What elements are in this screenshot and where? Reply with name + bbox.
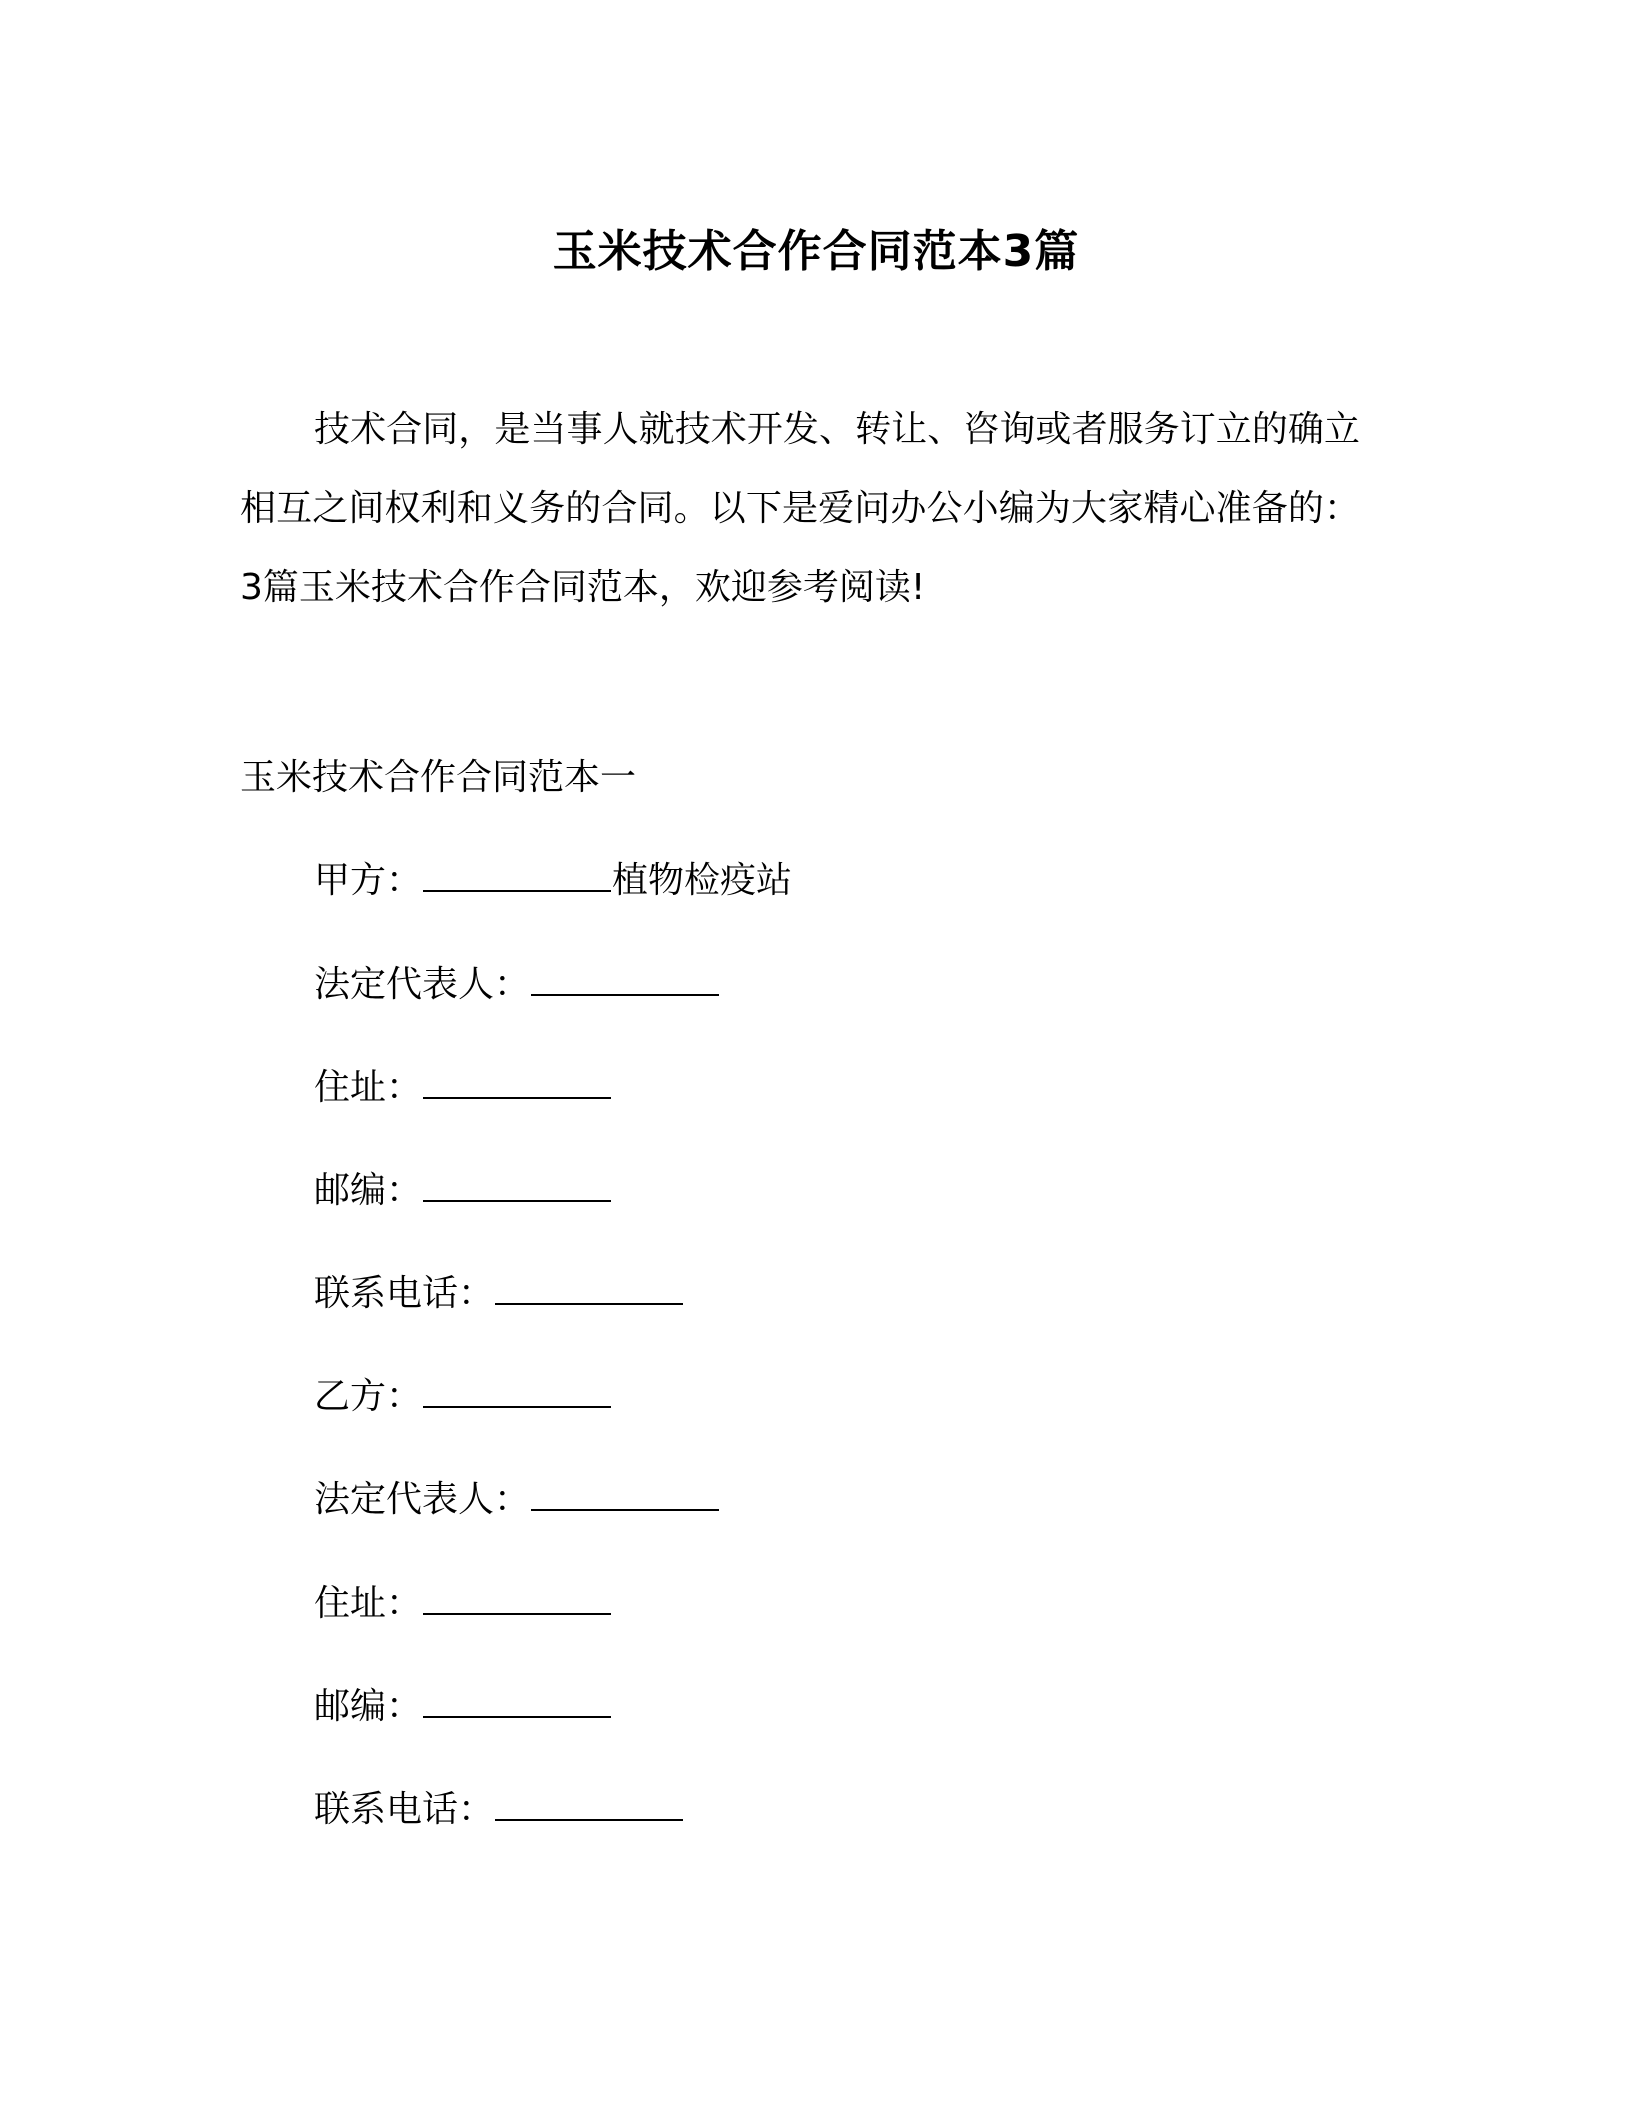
party-a-address-field [314,1058,612,1118]
party-a-field [314,851,792,911]
document-title: 玉米技术合作合同范本3篇 [552,226,1080,277]
blank-line [423,1061,611,1099]
field-label: 联系电话： [314,1273,495,1314]
party-b-address-field [314,1574,612,1634]
field-label: 法定代表人： [314,964,531,1005]
party-a-legal-rep-field [314,955,720,1015]
field-label: 住址： [314,1583,423,1624]
field-label: 乙方： [314,1376,423,1417]
party-a-phone-field [314,1264,684,1324]
blank-line [423,1577,611,1615]
blank-line [423,854,611,892]
field-label: 邮编： [314,1170,423,1211]
party-a-postcode-field [314,1161,612,1221]
blank-line [423,1370,611,1408]
blank-line [531,958,719,996]
blank-line [495,1267,683,1305]
blank-line [531,1473,719,1511]
field-label: 邮编： [314,1686,423,1727]
party-b-field [314,1367,612,1427]
blank-line [423,1164,611,1202]
party-b-postcode-field [314,1677,612,1737]
blank-line [423,1680,611,1718]
field-suffix: 植物检疫站 [612,860,793,901]
section-heading: 玉米技术合作合同范本一 [240,757,637,798]
field-label: 住址： [314,1067,423,1108]
field-label: 甲方： [314,860,423,901]
intro-paragraph: 技术合同，是当事人就技术开发、转让、咨询或者服务订立的确立相互之间权利和义务的合同。以下是爱问办公小编为大家精心准备的：3篇玉米技术合作合同范本，欢迎参考阅读! [240,409,1360,608]
blank-line [495,1783,683,1821]
field-label: 联系电话： [314,1789,495,1830]
party-b-legal-rep-field [314,1470,720,1530]
field-label: 法定代表人： [314,1479,531,1520]
party-b-phone-field [314,1780,684,1840]
